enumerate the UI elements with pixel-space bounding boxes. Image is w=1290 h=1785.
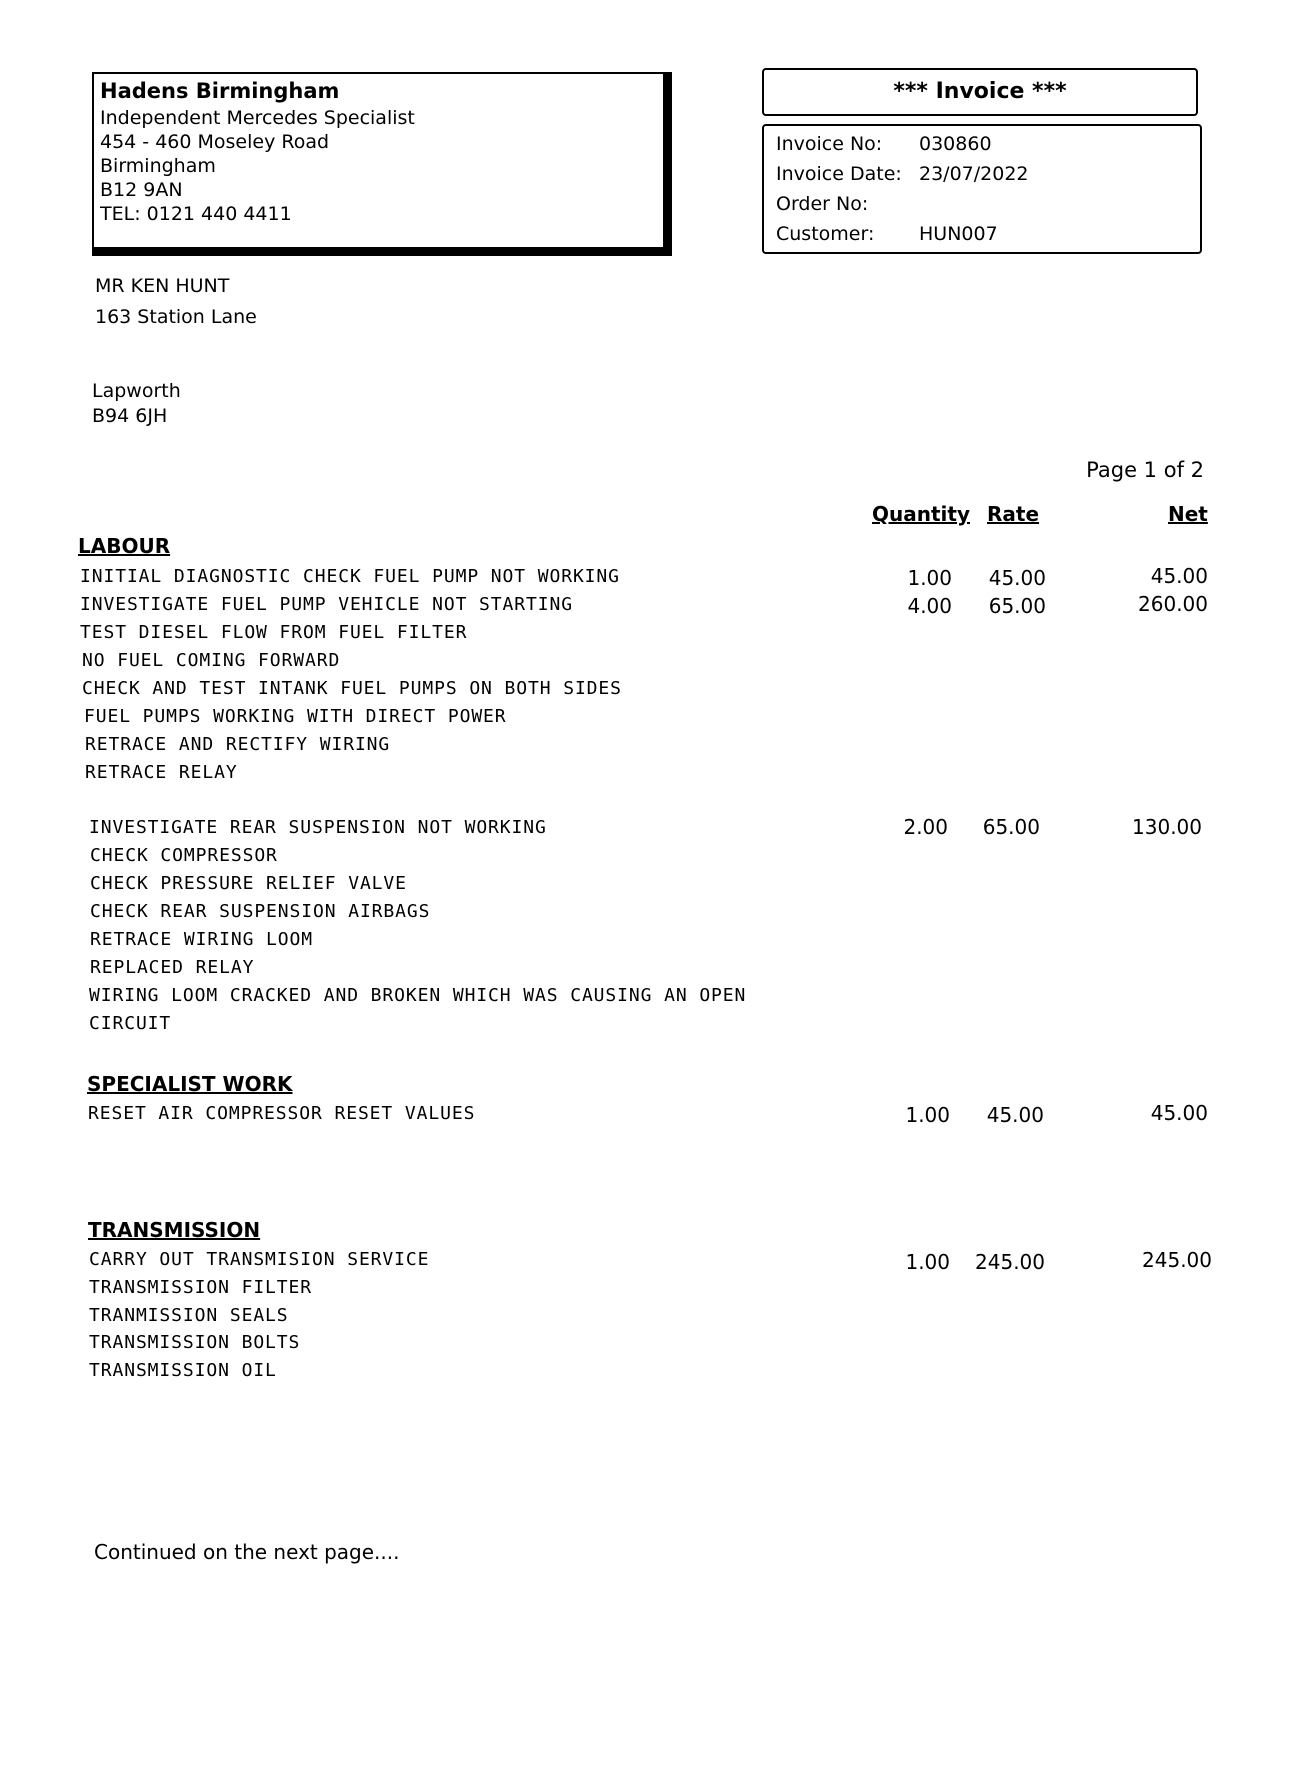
labour-item2-line7: RETRACE RELAY xyxy=(85,762,238,783)
transmission-item1-line5: TRANSMISSION OIL xyxy=(89,1360,277,1381)
labour-item3-line3: CHECK PRESSURE RELIEF VALVE xyxy=(90,873,407,894)
labour-section-title: LABOUR xyxy=(78,534,171,558)
rate-header: Rate xyxy=(987,502,1040,526)
company-tel: TEL: 0121 440 4411 xyxy=(100,203,292,225)
quantity-header: Quantity xyxy=(872,502,970,526)
transmission-item1-line1: CARRY OUT TRANSMISION SERVICE xyxy=(89,1249,430,1270)
invoice-date-value: 23/07/2022 xyxy=(919,163,1029,185)
customer-town: Lapworth xyxy=(92,380,181,402)
order-number-row xyxy=(776,192,919,216)
transmission-item1-net: 245.00 xyxy=(1142,1248,1212,1272)
invoice-number-value: 030860 xyxy=(919,133,992,155)
company-postcode: B12 9AN xyxy=(100,179,183,201)
labour-item1-net: 45.00 xyxy=(1150,564,1208,588)
company-box xyxy=(92,72,672,256)
customer-code-label: Customer: xyxy=(776,223,875,245)
invoice-number-row xyxy=(776,132,992,156)
invoice-meta-box xyxy=(762,124,1202,254)
specialist-item1-qty: 1.00 xyxy=(905,1103,950,1127)
labour-item3-line2: CHECK COMPRESSOR xyxy=(90,845,278,866)
continued-note: Continued on the next page.... xyxy=(94,1540,400,1564)
transmission-item1-qty: 1.00 xyxy=(905,1250,950,1274)
labour-item3-line1: INVESTIGATE REAR SUSPENSION NOT WORKING xyxy=(89,817,547,838)
customer-name: MR KEN HUNT xyxy=(95,275,230,297)
net-header: Net xyxy=(1168,502,1208,526)
specialist-item1-line1: RESET AIR COMPRESSOR RESET VALUES xyxy=(88,1103,476,1124)
customer-code-value: HUN007 xyxy=(919,223,998,245)
labour-item3-line6: REPLACED RELAY xyxy=(90,957,255,978)
transmission-item1-line4: TRANSMISSION BOLTS xyxy=(89,1332,301,1353)
labour-item2-line5: FUEL PUMPS WORKING WITH DIRECT POWER xyxy=(84,706,507,727)
labour-item1-line1: INITIAL DIAGNOSTIC CHECK FUEL PUMP NOT WORKING xyxy=(80,566,620,587)
customer-address-line1: 163 Station Lane xyxy=(95,306,257,328)
invoice-date-row xyxy=(776,162,1029,186)
labour-item1-qty: 1.00 xyxy=(907,566,952,590)
transmission-section-title: TRANSMISSION xyxy=(88,1218,261,1242)
specialist-section-title: SPECIALIST WORK xyxy=(87,1072,293,1096)
labour-item2-line6: RETRACE AND RECTIFY WIRING xyxy=(85,734,391,755)
labour-item2-line2: TEST DIESEL FLOW FROM FUEL FILTER xyxy=(80,622,468,643)
labour-item3-line8: CIRCUIT xyxy=(89,1013,172,1034)
company-name: Hadens Birmingham xyxy=(100,79,340,103)
invoice-title: *** Invoice *** xyxy=(762,68,1198,116)
labour-item2-net: 260.00 xyxy=(1138,592,1208,616)
labour-item2-line3: NO FUEL COMING FORWARD xyxy=(82,650,341,671)
labour-item3-rate: 65.00 xyxy=(982,815,1040,839)
company-city: Birmingham xyxy=(100,155,216,177)
specialist-item1-rate: 45.00 xyxy=(986,1103,1044,1127)
transmission-item1-line2: TRANSMISSION FILTER xyxy=(89,1277,313,1298)
labour-item2-rate: 65.00 xyxy=(988,594,1046,618)
labour-item2-line1: INVESTIGATE FUEL PUMP VEHICLE NOT STARTING xyxy=(80,594,573,615)
labour-item2-qty: 4.00 xyxy=(907,594,952,618)
transmission-item1-rate: 245.00 xyxy=(975,1250,1045,1274)
customer-code-row xyxy=(776,222,998,246)
labour-item3-net: 130.00 xyxy=(1132,815,1202,839)
invoice-number-label: Invoice No: xyxy=(776,133,883,155)
specialist-item1-net: 45.00 xyxy=(1150,1101,1208,1125)
labour-item2-line4: CHECK AND TEST INTANK FUEL PUMPS ON BOTH SIDES xyxy=(82,678,622,699)
labour-item3-line5: RETRACE WIRING LOOM xyxy=(90,929,314,950)
order-number-label: Order No: xyxy=(776,193,869,215)
company-address: 454 - 460 Moseley Road xyxy=(100,131,330,153)
page-number: Page 1 of 2 xyxy=(1086,458,1204,482)
transmission-item1-line3: TRANMISSION SEALS xyxy=(89,1305,289,1326)
labour-item3-line4: CHECK REAR SUSPENSION AIRBAGS xyxy=(90,901,431,922)
customer-postcode: B94 6JH xyxy=(92,405,168,427)
labour-item1-rate: 45.00 xyxy=(988,566,1046,590)
labour-item3-qty: 2.00 xyxy=(903,815,948,839)
invoice-date-label: Invoice Date: xyxy=(776,163,902,185)
labour-item3-line7: WIRING LOOM CRACKED AND BROKEN WHICH WAS CAUSING AN OPEN xyxy=(89,985,747,1006)
company-tagline: Independent Mercedes Specialist xyxy=(100,107,415,129)
